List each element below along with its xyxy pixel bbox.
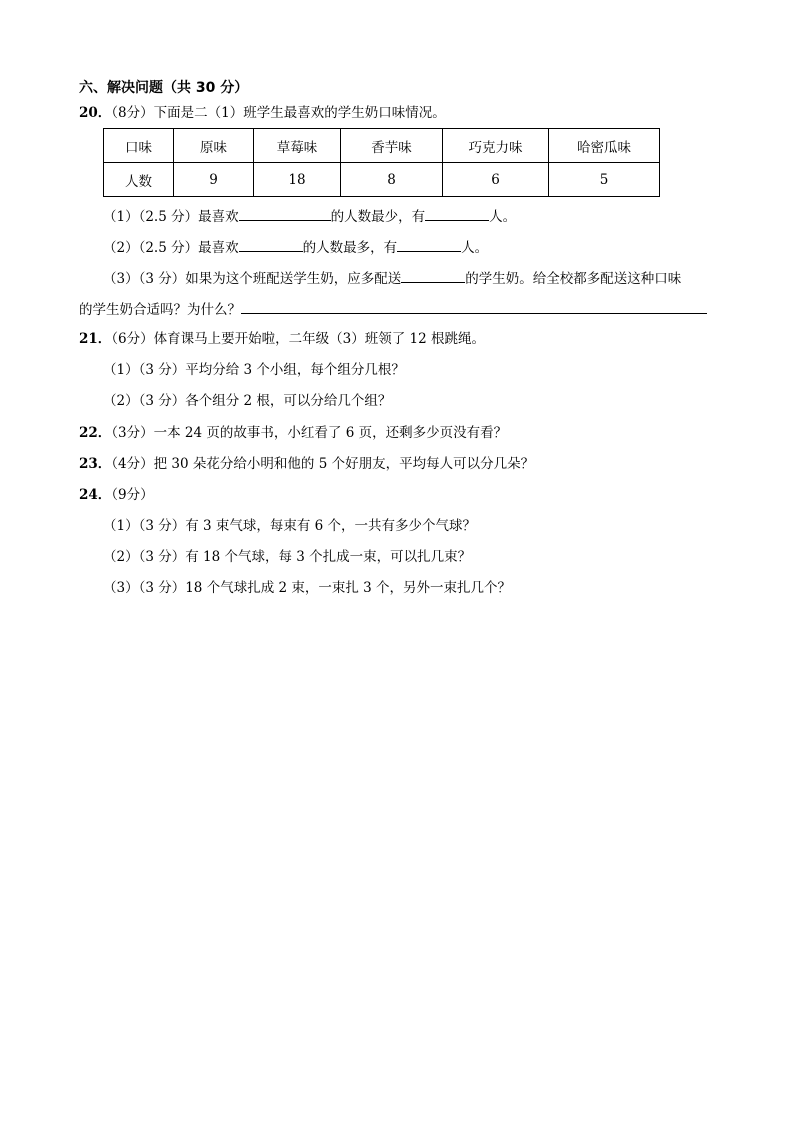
- section-title: 六、解决问题（共 30 分）: [79, 80, 249, 96]
- question-23: [79, 455, 534, 473]
- question-intro: （8分）下面是二（1）班学生最喜欢的学生奶口味情况。: [111, 105, 446, 121]
- q21-sub1: （1）（3 分）平均分给 3 个小组，每个组分几根？: [103, 362, 405, 378]
- q24-sub2: （2）（3 分）有 18 个气球，每 3 个扎成一束，可以扎几束？: [103, 549, 472, 565]
- table-cell: 6: [443, 163, 549, 197]
- question-number: 23．: [79, 456, 112, 472]
- table-cell: 口味: [104, 129, 174, 163]
- table-cell: 8: [341, 163, 443, 197]
- question-number: 21．: [79, 331, 112, 347]
- question-number: 20．: [79, 105, 112, 121]
- question-24: [79, 486, 154, 504]
- table-cell: 香芋味: [341, 129, 443, 163]
- table-cell: 5: [549, 163, 660, 197]
- table-cell: 哈密瓜味: [549, 129, 660, 163]
- question-text: （3分）一本 24 页的故事书，小红看了 6 页，还剩多少页没有看？: [111, 425, 508, 441]
- sub-text: （1）（2.5 分）最喜欢: [103, 209, 239, 225]
- flavor-table: [103, 128, 660, 197]
- sub-text: 的人数最少，有: [330, 209, 426, 225]
- answer-blank[interactable]: [397, 237, 461, 252]
- table-cell: 人数: [104, 163, 174, 197]
- table-cell: 草莓味: [254, 129, 341, 163]
- question-intro: （9分）: [111, 487, 154, 503]
- sub-text: （3）（3 分）如果为这个班配送学生奶，应多配送: [103, 271, 402, 287]
- question-intro: （6分）体育课马上要开始啦，二年级（3）班领了 12 根跳绳。: [111, 331, 485, 347]
- answer-blank[interactable]: [239, 206, 331, 221]
- q20-sub1: [103, 206, 516, 226]
- sub-text: 人。: [489, 209, 517, 225]
- question-22: [79, 424, 507, 442]
- question-number: 24．: [79, 487, 112, 503]
- answer-blank[interactable]: [241, 299, 707, 314]
- table-cell: 巧克力味: [443, 129, 549, 163]
- question-text: （4分）把 30 朵花分给小明和他的 5 个好朋友，平均每人可以分几朵？: [111, 456, 535, 472]
- sub-text: 的学生奶合适吗？为什么？: [79, 302, 241, 318]
- sub-text: 人。: [461, 240, 489, 256]
- sub-text: （2）（2.5 分）最喜欢: [103, 240, 239, 256]
- sub-text: 的人数最多，有: [302, 240, 398, 256]
- q24-sub3: （3）（3 分）18 个气球扎成 2 束，一束扎 3 个，另外一束扎几个？: [103, 580, 512, 596]
- question-number: 22．: [79, 425, 112, 441]
- q21-sub2: （2）（3 分）各个组分 2 根，可以分给几个组？: [103, 393, 392, 409]
- table-header-row: [104, 129, 660, 163]
- q24-sub1: （1）（3 分）有 3 束气球，每束有 6 个，一共有多少个气球？: [103, 518, 477, 534]
- answer-blank[interactable]: [239, 237, 303, 252]
- answer-blank[interactable]: [425, 206, 489, 221]
- q20-sub2: [103, 237, 488, 257]
- table-cell: 原味: [174, 129, 254, 163]
- q20-sub3-line2: [79, 299, 707, 319]
- answer-blank[interactable]: [401, 268, 465, 283]
- table-cell: 9: [174, 163, 254, 197]
- q20-sub3: [103, 268, 681, 288]
- table-row: [104, 163, 660, 197]
- sub-text: 的学生奶。给全校都多配送这种口味: [465, 271, 682, 287]
- question-20: [79, 104, 446, 122]
- question-21: [79, 330, 485, 348]
- table-cell: 18: [254, 163, 341, 197]
